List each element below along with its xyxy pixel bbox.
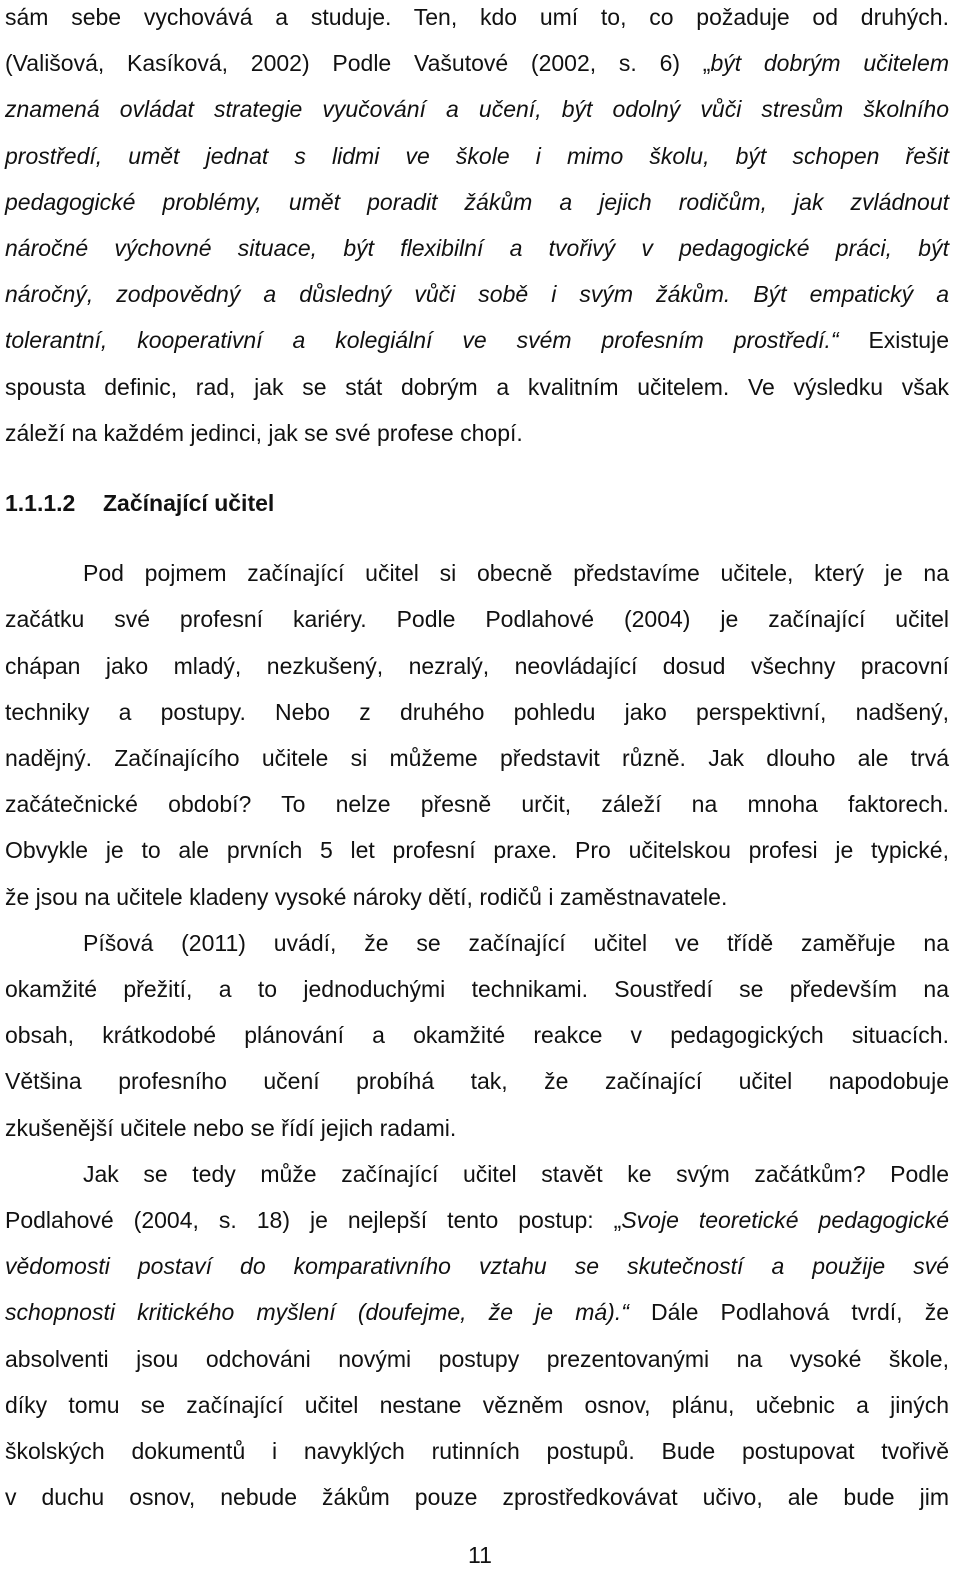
text-line [5,974,949,1004]
text-line [5,1251,949,1281]
text-line [5,233,949,263]
text-line [5,418,949,448]
text-line [5,1344,949,1374]
section-number: 1.1.1.2 [5,490,76,516]
body-text: nadějný. Začínajícího učitele si můžeme představit různě. Jak dlouho ale trvá [5,745,949,771]
text-line [5,1297,949,1327]
body-text: Píšová (2011) uvádí, že se začínající učitel ve třídě zaměřuje na [83,930,949,956]
body-text: zkušenější učitele nebo se řídí jejich radami. [5,1115,457,1141]
text-line [5,697,949,727]
quote-text: prostředí, umět jednat s lidmi ve škole i mimo školu, být schopen řešit [5,143,949,169]
body-text: záleží na každém jedinci, jak se své profese chopí. [5,420,523,446]
body-text: začátečnické období? To nelze přesně určit, záleží na mnoha faktorech. [5,791,949,817]
body-text: Podlahové (2004, s. 18) je nejlepší tento postup: „ [5,1207,622,1233]
text-line [5,372,949,402]
text-line [5,743,949,773]
quote-text: být dobrým učitelem [710,50,949,76]
body-text: obsah, krátkodobé plánování a okamžité reakce v pedagogických situacích. [5,1022,949,1048]
text-line [5,187,949,217]
body-text: Pod pojmem začínající učitel si obecně představíme učitele, který je na [83,560,949,586]
text-line [5,1020,949,1050]
text-line [5,141,949,171]
body-text: Většina profesního učení probíhá tak, že začínající učitel napodobuje [5,1068,949,1094]
text-line [5,835,949,865]
quote-text: pedagogické problémy, umět poradit žákům a jejich rodičům, jak zvládnout [5,189,949,215]
page-number: 11 [468,1542,492,1568]
text-line [5,604,949,634]
body-text: spousta definic, rad, jak se stát dobrým a kvalitním učitelem. Ve výsledku však [5,374,949,400]
quote-text: schopnosti kritického myšlení (doufejme, že je má).“ [5,1299,629,1325]
text-line [5,1159,949,1189]
text-line [5,94,949,124]
body-text: Existuje [838,327,949,353]
text-line [5,325,949,355]
body-text: techniky a postupy. Nebo z druhého pohledu jako perspektivní, nadšený, [5,699,949,725]
text-line [5,1390,949,1420]
section-title: Začínající učitel [103,490,275,516]
body-text: školských dokumentů i navyklých rutinních postupů. Bude postupovat tvořivě [5,1438,949,1464]
quote-text: tolerantní, kooperativní a kolegiální ve svém profesním prostředí.“ [5,327,839,353]
body-text: že jsou na učitele kladeny vysoké nároky dětí, rodičů i zaměstnavatele. [5,884,728,910]
text-line [5,48,949,78]
body-text: v duchu osnov, nebude žákům pouze zprostředkovávat učivo, ale bude jim [5,1484,949,1510]
text-line [5,928,949,958]
quote-text: znamená ovládat strategie vyučování a učení, být odolný vůči stresům školního [5,96,949,122]
text-line [5,651,949,681]
text-line [5,1205,949,1235]
body-text: okamžité přežití, a to jednoduchými technikami. Soustředí se především na [5,976,949,1002]
body-text: chápan jako mladý, nezkušený, nezralý, neovládající dosud všechny pracovní [5,653,949,679]
quote-text: náročné výchovné situace, být flexibilní a tvořivý v pedagogické práci, být [5,235,949,261]
text-line [5,1436,949,1466]
text-line [5,1482,949,1512]
text-line [5,558,949,588]
body-text: absolventi jsou odchováni novými postupy prezentovanými na vysoké škole, [5,1346,949,1372]
section-heading [5,488,949,518]
text-line [5,1066,949,1096]
body-text: díky tomu se začínající učitel nestane vězněm osnov, plánu, učebnic a jiných [5,1392,949,1418]
quote-text: vědomosti postaví do komparativního vztahu se skutečností a použije své [5,1253,949,1279]
text-line [5,2,949,32]
text-line [5,1113,949,1143]
text-line [5,882,949,912]
text-line [5,279,949,309]
body-text: Dále Podlahová tvrdí, že [628,1299,949,1325]
text-line [5,789,949,819]
body-text: sám sebe vychovává a studuje. Ten, kdo umí to, co požaduje od druhých. [5,4,949,30]
body-text: (Vališová, Kasíková, 2002) Podle Vašutové (2002, s. 6) „ [5,50,711,76]
body-text: začátku své profesní kariéry. Podle Podlahové (2004) je začínající učitel [5,606,949,632]
body-text: Obvykle je to ale prvních 5 let profesní praxe. Pro učitelskou profesi je typické, [5,837,949,863]
quote-text: náročný, zodpovědný a důsledný vůči sobě i svým žákům. Být empatický a [5,281,949,307]
quote-text: Svoje teoretické pedagogické [621,1207,949,1233]
body-text: Jak se tedy může začínající učitel stavět ke svým začátkům? Podle [83,1161,949,1187]
